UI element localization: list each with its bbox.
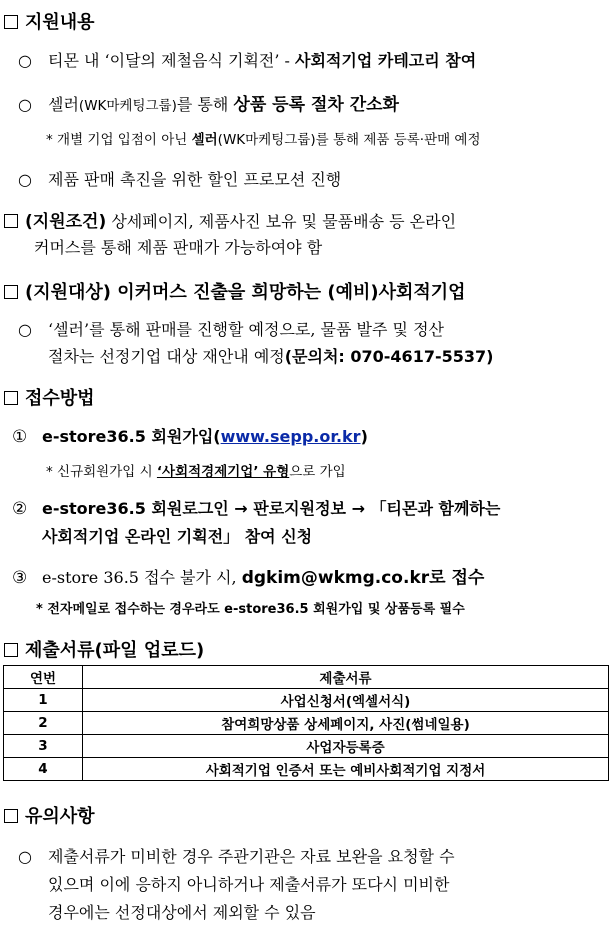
circle-bullet-icon: ○ — [18, 320, 32, 339]
circle-bullet-icon: ○ — [18, 95, 32, 114]
support-bullet-1: ○ 티몬 내 ‘이달의 제철음식 기획전’ - 사회적기업 카테고리 참여 — [18, 51, 477, 70]
condition-line-2: 커머스를 통해 제품 판매가 가능하여야 함 — [34, 238, 323, 257]
support-bullet-3: ○ 제품 판매 촉진을 위한 할인 프로모션 진행 — [18, 170, 342, 189]
table-row — [4, 735, 609, 758]
docs-table-header-row — [4, 666, 609, 689]
table-row — [4, 712, 609, 735]
checkbox-square-icon — [4, 214, 18, 228]
checkbox-square-icon — [4, 285, 18, 299]
circle-bullet-icon: ○ — [18, 170, 32, 189]
support-bullet-2: ○ 셀러(WK마케팅그룹)를 통해 상품 등록 절차 간소화 — [18, 95, 399, 115]
circle-bullet-icon: ○ — [18, 51, 32, 70]
notice-line-3: 경우에는 선정대상에서 제외할 수 있음 — [48, 903, 316, 922]
section-support-heading: 지원내용 — [4, 8, 95, 34]
checkbox-square-icon — [4, 15, 18, 29]
checkbox-square-icon — [4, 643, 18, 657]
apply-step-3: ③ e-store 36.5 접수 불가 시, dgkim@wkmg.co.kr로 접수 — [12, 568, 485, 588]
circle-bullet-icon: ○ — [18, 847, 32, 866]
target-bullet: ○ ‘셀러’를 통해 판매를 진행할 예정으로, 물품 발주 및 정산 — [18, 320, 444, 339]
apply-step-2-line-2: 사회적기업 온라인 기획전」 참여 신청 — [42, 527, 313, 546]
row-document: 사업자등록증 — [83, 735, 609, 758]
notice-bullet: ○ 제출서류가 미비한 경우 주관기관은 자료 보완을 요청할 수 — [18, 847, 455, 866]
sepp-link[interactable]: www.sepp.or.kr — [220, 427, 361, 446]
section-notice-heading: 유의사항 — [4, 802, 95, 828]
row-number: 1 — [4, 689, 83, 712]
notice-line-2: 있으며 이에 응하지 아니하거나 제출서류가 또다시 미비한 — [48, 875, 450, 894]
docs-col-document: 제출서류 — [83, 666, 609, 689]
target-line-2: 절차는 선정기업 대상 재안내 예정(문의처: 070-4617-5537) — [48, 347, 494, 366]
row-number: 4 — [4, 758, 83, 781]
row-document: 사회적기업 인증서 또는 예비사회적기업 지정서 — [83, 758, 609, 781]
table-row — [4, 689, 609, 712]
support-note: * 개별 기업 입점이 아닌 셀러(WK마케팅그룹)를 통해 제품 등록·판매 예정 — [46, 132, 481, 148]
docs-table — [3, 665, 609, 781]
row-document: 사업신청서(엑셀서식) — [83, 689, 609, 712]
section-condition: (지원조건) 상세페이지, 제품사진 보유 및 물품배송 등 온라인 — [4, 207, 456, 232]
checkbox-square-icon — [4, 391, 18, 405]
apply-note-1: * 신규회원가입 시 ‘사회적경제기업’ 유형으로 가입 — [46, 464, 346, 480]
checkbox-square-icon — [4, 809, 18, 823]
apply-note-3: * 전자메일로 접수하는 경우라도 e-store36.5 회원가입 및 상품등록 필수 — [36, 602, 465, 617]
row-number: 2 — [4, 712, 83, 735]
table-row — [4, 758, 609, 781]
apply-step-1: ① e-store36.5 회원가입(www.sepp.or.kr) — [12, 427, 368, 447]
section-target-heading: (지원대상) 이커머스 진출을 희망하는 (예비)사회적기업 — [4, 278, 466, 304]
row-number: 3 — [4, 735, 83, 758]
section-apply-heading: 접수방법 — [4, 384, 95, 410]
apply-step-2: ② e-store36.5 회원로그인 → 판로지원정보 → 「티몬과 함께하는 — [12, 499, 501, 519]
row-document: 참여희망상품 상세페이지, 사진(썸네일용) — [83, 712, 609, 735]
docs-col-number: 연번 — [4, 666, 83, 689]
section-docs-heading: 제출서류(파일 업로드) — [4, 636, 204, 662]
